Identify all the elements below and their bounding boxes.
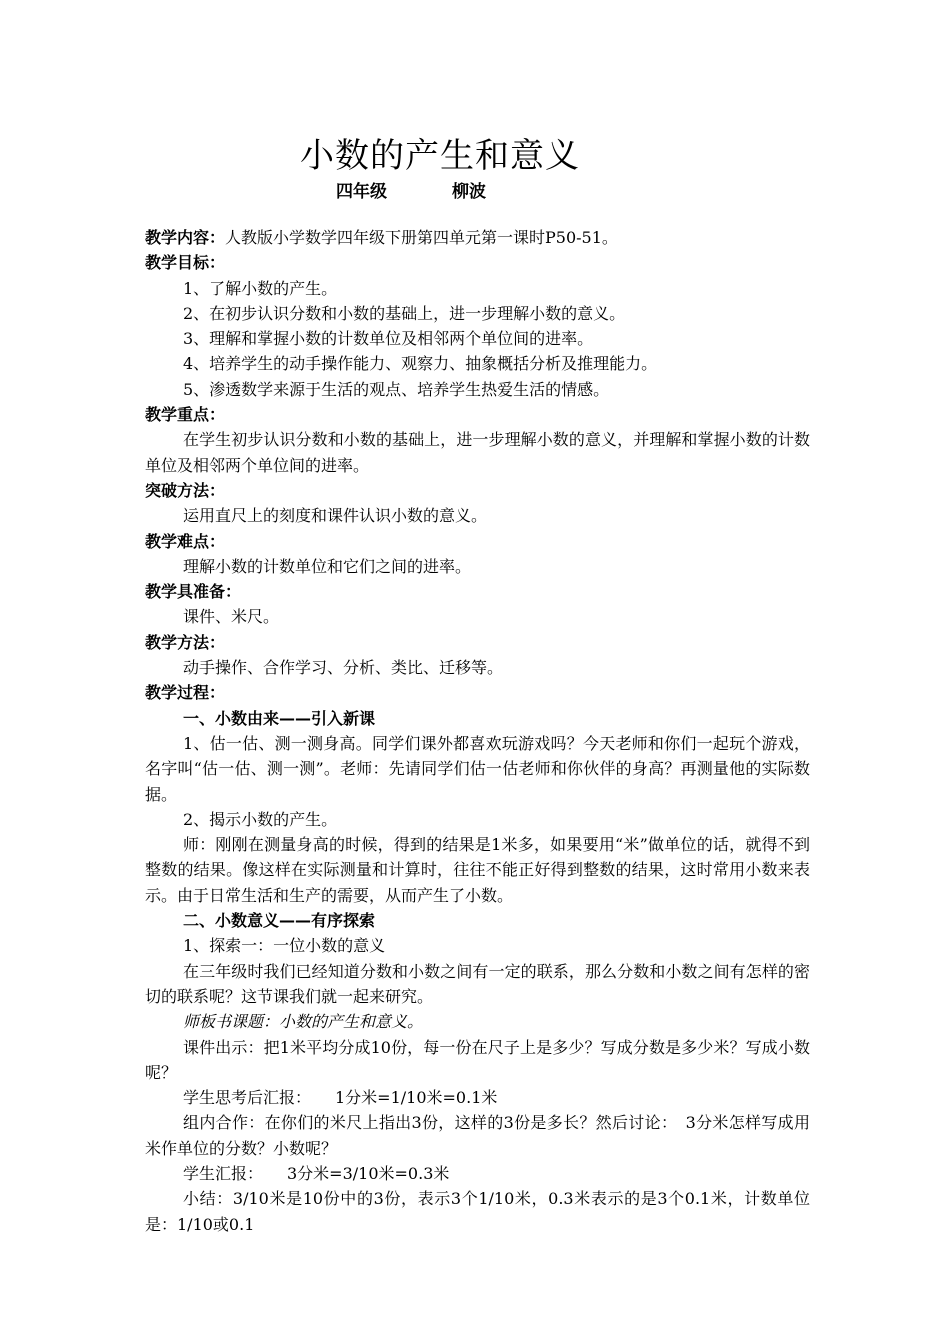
teaching-content-label: 教学内容： bbox=[145, 228, 226, 247]
blackboard-note: 师板书课题：小数的产生和意义。 bbox=[183, 1012, 424, 1032]
materials-text: 课件、米尺。 bbox=[183, 607, 280, 627]
author-name: 柳波 bbox=[452, 182, 486, 202]
teaching-content-text: 人教版小学数学四年级下册第四单元第一课时P50-51。 bbox=[225, 228, 618, 247]
section-2-title: 二、小数意义——有序探索 bbox=[183, 911, 376, 931]
paragraph: 1、探索一：一位小数的意义 bbox=[183, 936, 386, 956]
goal-item: 5、渗透数学来源于生活的观点、培养学生热爱生活的情感。 bbox=[183, 379, 610, 399]
paragraph: 2、揭示小数的产生。 bbox=[183, 809, 338, 829]
goal-item: 3、理解和掌握小数的计数单位及相邻两个单位间的进率。 bbox=[183, 329, 594, 349]
difficulty-label: 教学难点： bbox=[145, 531, 226, 551]
difficulty-text: 理解小数的计数单位和它们之间的进率。 bbox=[183, 556, 472, 576]
goal-item: 4、培养学生的动手操作能力、观察力、抽象概括分析及推理能力。 bbox=[183, 354, 658, 374]
paragraph: 在三年级时我们已经知道分数和小数之间有一定的联系，那么分数和小数之间有怎样的密切的联系呢？这节课我们就一起来研究。 bbox=[145, 961, 810, 1006]
materials-label: 教学具准备： bbox=[145, 582, 242, 602]
methods-label: 教学方法： bbox=[145, 632, 226, 652]
subtitle bbox=[336, 177, 486, 202]
breakthrough-text: 运用直尺上的刻度和课件认识小数的意义。 bbox=[183, 506, 488, 526]
goal-item: 2、在初步认识分数和小数的基础上，进一步理解小数的意义。 bbox=[183, 303, 626, 323]
paragraph: 师：刚刚在测量身高的时候，得到的结果是1米多，如果要用“米”做单位的话，就得不到整数的结果。像这样在实际测量和计算时，往往不能正好得到整数的结果，这时常用小数来表示。由于日常生活和生产的需要，从而产生了小数。 bbox=[145, 835, 810, 905]
key-point-label: 教学重点： bbox=[145, 405, 226, 425]
paragraph: 小结：3/10米是10份中的3份，表示3个1/10米，0.3米表示的是3个0.1米，计数单位是：1/10或0.1 bbox=[145, 1189, 810, 1234]
paragraph: 学生汇报： 3分米=3/10米=0.3米 bbox=[183, 1163, 450, 1183]
paragraph: 组内合作：在你们的米尺上指出3份，这样的3份是多长？然后讨论： 3分米怎样写成用米作单位的分数？小数呢？ bbox=[145, 1113, 810, 1158]
teaching-goals-label: 教学目标： bbox=[145, 253, 226, 273]
page-title: 小数的产生和意义 bbox=[300, 136, 580, 176]
grade-label: 四年级 bbox=[336, 182, 387, 202]
breakthrough-label: 突破方法： bbox=[145, 480, 226, 500]
key-point-text: 在学生初步认识分数和小数的基础上，进一步理解小数的意义，并理解和掌握小数的计数单位及相邻两个单位间的进率。 bbox=[145, 430, 810, 475]
process-label: 教学过程： bbox=[145, 683, 226, 703]
paragraph: 课件出示：把1米平均分成10份，每一份在尺子上是多少？写成分数是多少米？写成小数呢？ bbox=[145, 1037, 810, 1082]
goal-item: 1、了解小数的产生。 bbox=[183, 278, 338, 298]
section-1-title: 一、小数由来——引入新课 bbox=[183, 708, 376, 728]
teaching-content bbox=[145, 225, 810, 250]
paragraph: 1、估一估、测一测身高。同学们课外都喜欢玩游戏吗？今天老师和你们一起玩个游戏，名字叫“估一估、测一测”。老师：先请同学们估一估老师和你伙伴的身高？再测量他的实际数据。 bbox=[145, 733, 810, 804]
methods-text: 动手操作、合作学习、分析、类比、迁移等。 bbox=[183, 658, 504, 678]
lesson-content bbox=[145, 225, 810, 1237]
paragraph: 学生思考后汇报： 1分米=1/10米=0.1米 bbox=[183, 1088, 498, 1108]
